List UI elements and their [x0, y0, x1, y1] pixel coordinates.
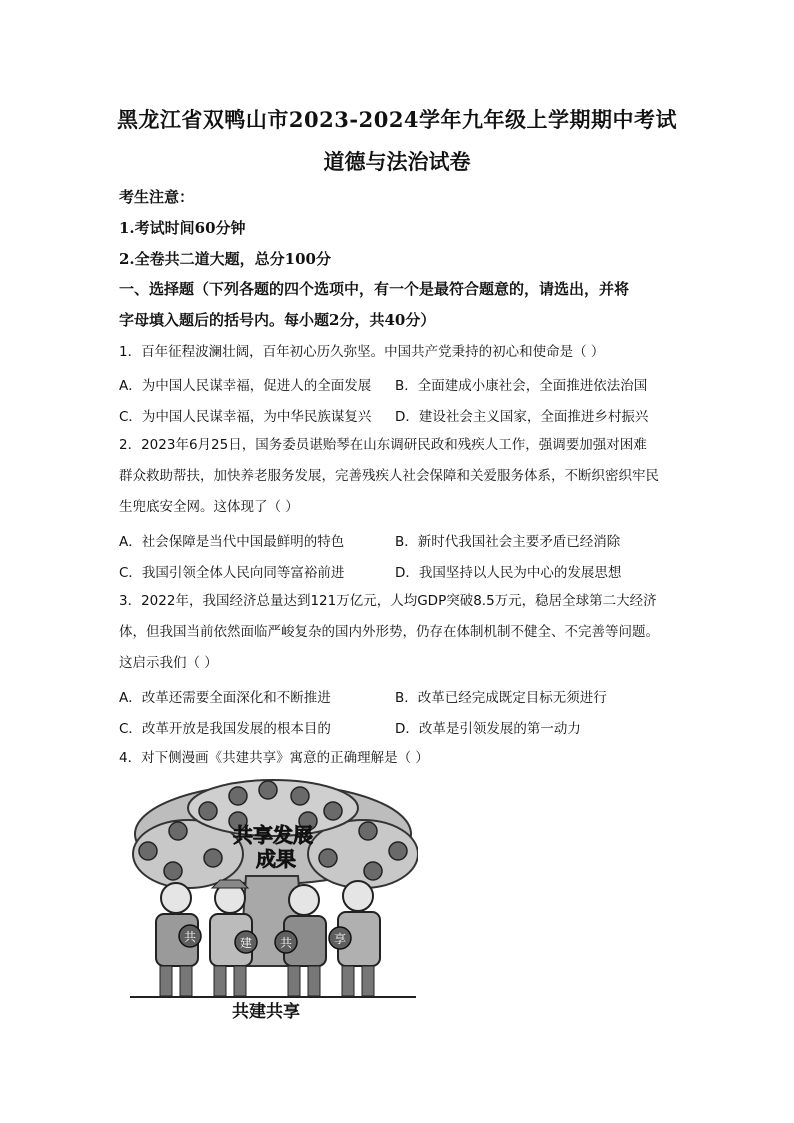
question-1-option-c: C．为中国人民谋幸福，为中华民族谋复兴	[119, 409, 372, 425]
question-3-stem-line-1: 3．2022年，我国经济总量达到121万亿元，人均GDP突破8.5万元，稳居全球第二大经济	[119, 593, 657, 609]
question-2-stem-line-2: 群众救助帮扶，加快养老服务发展，完善残疾人社会保障和关爱服务体系，不断织密织牢民	[119, 468, 659, 484]
question-3-stem-line-3: 这启示我们（ ）	[119, 655, 218, 671]
question-3-stem-line-2: 体，但我国当前依然面临严峻复杂的国内外形势，仍存在体制机制不健全、不完善等问题。	[119, 624, 659, 640]
question-1-stem: 1．百年征程波澜壮阔，百年初心历久弥坚。中国共产党秉持的初心和使命是（ ）	[119, 344, 605, 360]
question-2-stem-line-3: 生兜底安全网。这体现了（ ）	[119, 499, 299, 515]
question-2-option-d: D．我国坚持以人民为中心的发展思想	[395, 565, 622, 581]
hand-label-1: 共	[183, 930, 197, 944]
hand-label-4: 享	[333, 932, 347, 946]
question-3-option-b: B．改革已经完成既定目标无须进行	[395, 690, 607, 706]
hand-label-3: 共	[279, 936, 293, 950]
question-3-option-a: A．改革还需要全面深化和不断推进	[119, 690, 331, 706]
cartoon-illustration	[128, 776, 418, 1021]
question-2-stem-line-1: 2．2023年6月25日，国务委员谌贻琴在山东调研民政和残疾人工作，强调要加强对困难	[119, 437, 647, 453]
notice-item-1: 1.考试时间60分钟	[119, 219, 246, 237]
hand-label-2: 建	[239, 936, 253, 950]
question-1-option-b: B．全面建成小康社会，全面推进依法治国	[395, 378, 648, 394]
exam-subtitle: 道德与法治试卷	[323, 149, 471, 174]
question-2-option-b: B．新时代我国社会主要矛盾已经消除	[395, 534, 621, 550]
tree-label-2: 成果	[256, 847, 296, 871]
question-3-option-d: D．改革是引领发展的第一动力	[395, 721, 581, 737]
cartoon-caption: 共建共享	[232, 1002, 300, 1021]
question-4-stem: 4．对下侧漫画《共建共享》寓意的正确理解是（ ）	[119, 750, 429, 766]
question-1-option-d: D．建设社会主义国家，全面推进乡村振兴	[395, 409, 649, 425]
question-3-option-c: C．改革开放是我国发展的根本目的	[119, 721, 331, 737]
notice-item-2: 2.全卷共二道大题，总分100分	[119, 250, 331, 268]
question-2-option-c: C．我国引领全体人民向同等富裕前进	[119, 565, 345, 581]
exam-title: 黑龙江省双鸭山市2023-2024学年九年级上学期期中考试	[116, 107, 678, 132]
section-heading-line-2: 字母填入题后的括号内。每小题2分，共40分）	[119, 311, 436, 329]
tree-label-1: 共享发展	[233, 823, 313, 847]
question-1-option-a: A．为中国人民谋幸福，促进人的全面发展	[119, 378, 372, 394]
question-2-option-a: A．社会保障是当代中国最鲜明的特色	[119, 534, 345, 550]
section-heading-line-1: 一、选择题（下列各题的四个选项中，有一个是最符合题意的，请选出，并将	[119, 280, 630, 298]
notice-heading: 考生注意：	[119, 188, 195, 206]
